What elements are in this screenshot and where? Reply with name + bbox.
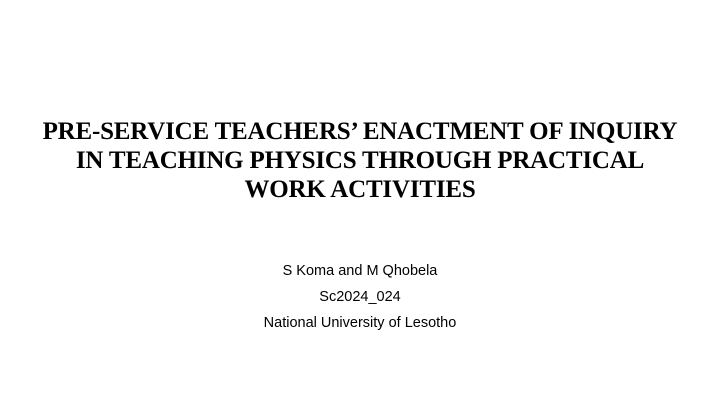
paper-code-text: Sc2024_024 [319, 289, 401, 305]
affiliation-text: National University of Lesotho [263, 315, 457, 331]
authors-text: S Koma and M Qhobela [282, 263, 438, 279]
slide-subtitle [0, 258, 720, 336]
title-line-3: WORK ACTIVITIES [244, 176, 476, 203]
title-line-1: PRE-SERVICE TEACHERS’ ENACTMENT OF INQUIRY [42, 118, 678, 145]
title-line-2: IN TEACHING PHYSICS THROUGH PRACTICAL [75, 147, 645, 174]
slide-title [0, 117, 720, 204]
